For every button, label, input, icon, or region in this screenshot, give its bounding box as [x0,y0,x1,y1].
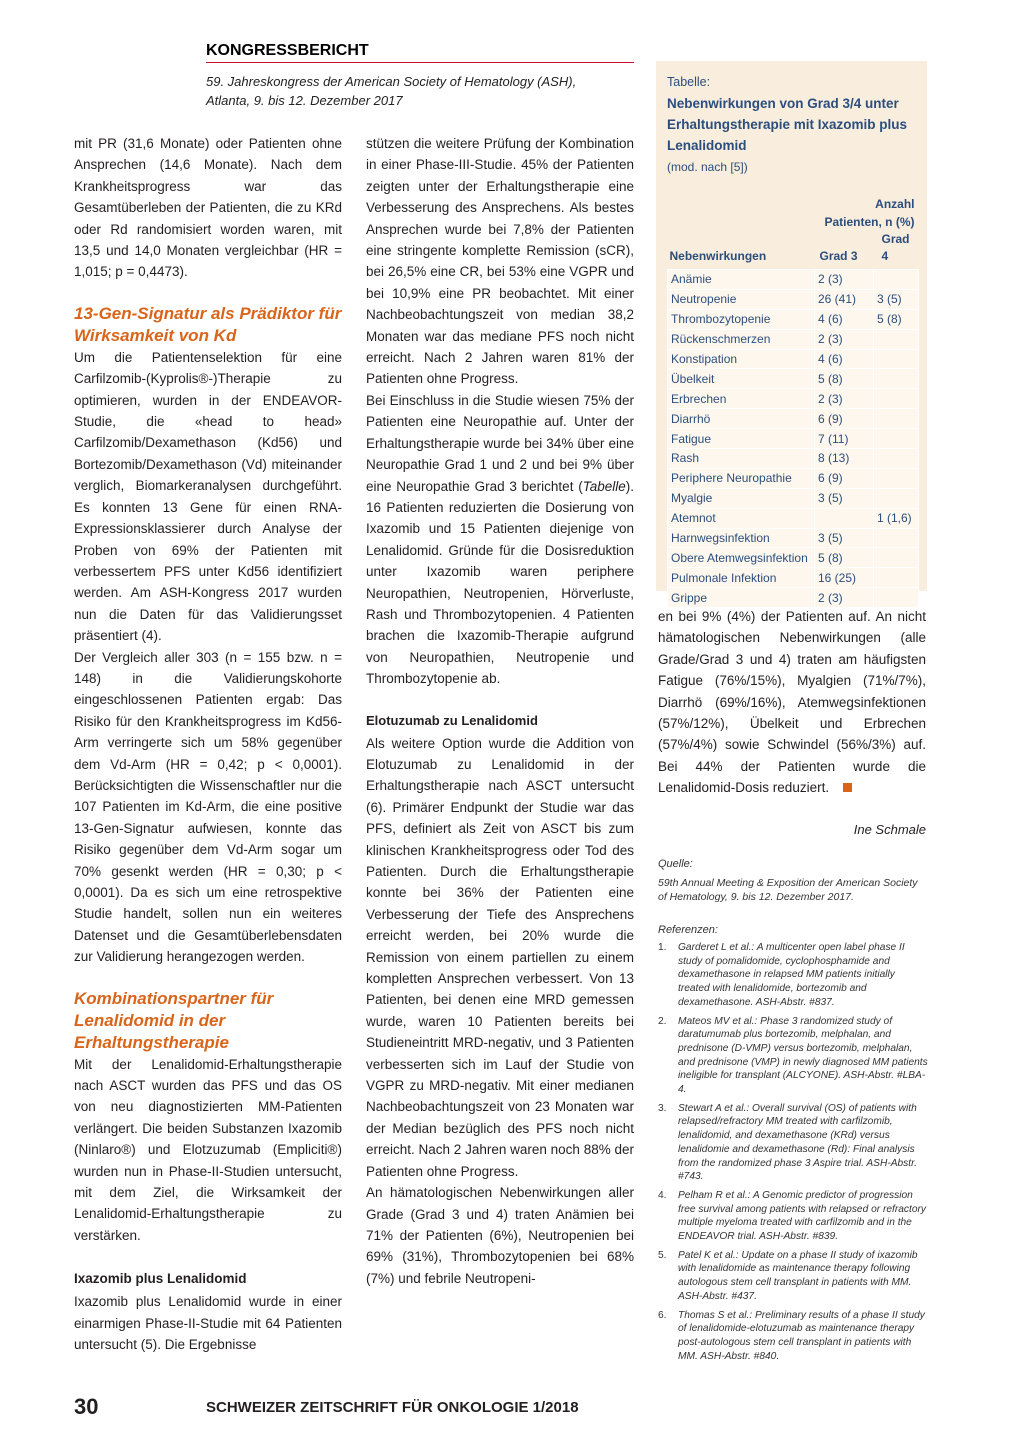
table-row [668,528,919,548]
table-cell-g4 [874,349,919,369]
header-rule [206,62,634,63]
reference-item [658,1249,928,1304]
table-cell-g4 [874,568,919,588]
column-2 [366,133,634,1289]
table-cell-name: Pulmonale Infektion [668,568,815,588]
reference-number: 5. [658,1249,667,1261]
reference-item [658,941,928,1010]
table-row [668,429,919,449]
subtitle-line-1: 59. Jahreskongress der American Society of Hematology (ASH), [206,74,577,89]
table-cell-g3: 4 (6) [815,349,874,369]
table-cell-g4: 5 (8) [874,309,919,329]
table-col-name: Nebenwirkungen [669,249,767,263]
paragraph: Als weitere Option wurde die Addition von Elotuzumab zu Lenalidomid in der Erhaltungstherapie nach ASCT untersucht (6). Primärer Endpunkt der Studie war das PFS, definiert als Zeit von ASCT bis zum klinischen Krankheitsprogress oder Tod des Patienten. Durch die Erhaltungstherapie konnte bei 36% der Patienten eine Verbesserung der Tiefe des Ansprechens erreicht werden, bei 20% wurde die Remission von einem partiellen zu einem kompletten Ansprechen verbessert. Von 13 Patienten, bei denen eine MRD gemessen wurde, waren 10 Patienten bereits bei Studieneintritt MRD-negativ, und 3 Patienten verbesserten sich im Lauf der Studie von VGPR zu MRD-negativ. Mit einer medianen Nachbeobachtungszeit von 23 Monaten war der Median bezüglich des PFS noch nicht erreicht. Nach 2 Jahren waren noch 88% der Patienten ohne Progress. [366,735,634,1179]
reference-text: Stewart A et al.: Overall survival (OS) of patients with relapsed/refractory MM treated with carfilzomib, lenalidomid, and dexamethasone (KRd) versus lenalidomie and dexamethasone (Rd): Final analysis from the randomized phase 3 Aspire trial. ASH-Abstr. #743. [678,1102,917,1183]
table-cell-name: Diarrhö [668,409,815,429]
reference-text: Mateos MV et al.: Phase 3 randomized study of daratumumab plus bortezomib, melphalan, and prednisone (D-VMP) versus bortezomib, melphalan, and prednisone (VMP) in newly diagnosed MM patients ineligible for transplant (ALCYONE). ASH-Abstr. #LBA-4. [678,1015,928,1096]
table-cell-g3: 3 (5) [815,488,874,508]
table-cell-name: Atemnot [668,508,815,528]
table-row [668,329,919,349]
paragraph: mit PR (31,6 Monate) oder Patienten ohne Ansprechen (14,6 Monate). Nach dem Krankheitsprogress war das Gesamtüberleben der Patienten, die zu KRd oder Rd randomisiert worden waren, mit 13,5 und 14,0 Monaten vergleichbar (HR = 1,015; p = 0,4473). [74,136,342,280]
end-mark-icon [843,783,852,792]
column-1 [74,133,342,1356]
table-cell-name: Obere Atemwegsinfektion [668,548,815,568]
references-label: Referenzen: [658,924,718,936]
heading-elotuzumab: Elotuzumab zu Lenalidomid [366,712,538,728]
table-cell-g3: 2 (3) [815,329,874,349]
table-row [668,289,919,309]
table-cell-g3: 6 (9) [815,409,874,429]
table-cell-g3: 2 (3) [815,588,874,608]
paragraph: stützen die weitere Prüfung der Kombination in einer Phase-III-Studie. 45% der Patienten zeigten unter der Erhaltungstherapie eine Verbesserung des Ansprechens. Als bestes Ansprechen wurde bei 7,8% der Patienten eine stringente komplette Remission (sCR), bei 26,5% eine CR, bei 53% eine VGPR und bei 10,9% eine PR beobachtet. Mit einer Nachbeobachtungszeit von median 38,2 Monaten war das mediane PFS noch nicht erreicht. Nach 2 Jahren waren 81% der Patienten ohne Progress. [366,136,634,387]
table-group-header: Anzahl Patienten, n (%) [824,197,915,229]
table-cell-name: Grippe [668,588,815,608]
section-label: KONGRESSBERICHT [206,42,369,59]
reference-item [658,1102,928,1184]
table-cell-g3: 2 (3) [815,389,874,409]
table-cell-g3: 7 (11) [815,429,874,449]
table-note: (mod. nach [5]) [667,160,748,174]
table-row [668,508,919,528]
table-cell-g3: 5 (8) [815,548,874,568]
table-row [668,369,919,389]
table-cell-name: Periphere Neuropathie [668,468,815,488]
heading-13-gen-signatur: 13-Gen-Signatur als Prädiktor für Wirksamkeit von Kd [74,303,342,345]
table-row [668,548,919,568]
table-cell-g3: 2 (3) [815,270,874,290]
table-row [668,588,919,608]
paragraph: Um die Patientenselektion für eine Carfilzomib-(Kyprolis®-)Therapie zu optimieren, wurden in der ENDEAVOR-Studie, die «head to head» Carfilzomib/Dexamethason (Kd56) und Bortezomib/Dexamethason (Vd) miteinander verglich, Biomarkeranalysen durchgeführt. Es konnten 13 Gene für einen RNA-Expressionsklassierer durch Analyse der Proben von 69% der Patienten mit verbessertem PFS unter Kd56 identifiziert werden. Am ASH-Kongress 2017 wurden nun die Daten für das Validierungsset präsentiert (4). [74,349,342,644]
journal-title: SCHWEIZER ZEITSCHRIFT FÜR ONKOLOGIE 1/2018 [206,1399,579,1416]
table-cell-g3: 3 (5) [815,528,874,548]
table-cell-g4 [874,588,919,608]
table-row [668,449,919,469]
table-cell-g4 [874,369,919,389]
table-row [668,409,919,429]
adverse-events-table [667,195,919,608]
table-cell-name: Myalgie [668,488,815,508]
paragraph: Bei Einschluss in die Studie wiesen 75% der Patienten eine Neuropathie auf. Unter der Erhaltungstherapie wurde bei 34% über eine Neuropathie Grad 1 und 2 und bei 9% über eine Neuropathie Grad 3 berichtet (Tabelle). 16 Patienten reduzierten die Dosierung von Ixazomib und 15 Patienten diejenige von Lenalidomid. Gründe für die Dosisreduktion unter Ixazomib waren periphere Neuropathien, Neutropenien, Hörverluste, Rash und Thrombozytopenien. 4 Patienten brachen die Ixazomib-Therapie aufgrund von Neuropathien, Neutropenie und Thrombozytopenie ab. [366,392,634,687]
table-cell-name: Rash [668,449,815,469]
table-cell-g3: 5 (8) [815,369,874,389]
table-cell-g4 [874,389,919,409]
table-cell-name: Fatigue [668,429,815,449]
paragraph: Der Vergleich aller 303 (n = 155 bzw. n = 148) in die Validierungskohorte eingeschlossenen Patienten ergab: Das Risiko für den Krankheitsprogress im Kd56-Arm verringerte sich um 58% gegenüber dem Vd-Arm (HR = 0,42; p < 0,0001). Berücksichtigten die Wissenschaftler nur die 107 Patienten im Kd-Arm, die eine positive 13-Gen-Signatur aufwiesen, konnte das Risiko gegenüber dem Vd-Arm sogar um 70% gesenkt werden (HR = 0,30; p < 0,0001). Da es sich um eine retrospektive Studie handelt, sollen nun ein weiteres Datenset und die Gesamtüberlebensdaten zur Validierung herangezogen werden. [74,649,342,965]
reference-item [658,1309,928,1364]
table-cell-g4 [874,270,919,290]
table-cell-g4 [874,528,919,548]
column-3 [658,606,926,799]
table-cell-g4 [874,449,919,469]
paragraph: An hämatologischen Nebenwirkungen aller Grade (Grad 3 und 4) traten Anämien bei 71% der Patienten (6%), Neutropenien bei 69% (31%), Thrombozytopenien bei 68% (7%) und febrile Neutropeni- [366,1185,634,1286]
table-cell-name: Konstipation [668,349,815,369]
table-cell-name: Neutropenie [668,289,815,309]
paragraph: en bei 9% (4%) der Patienten auf. An nicht hämatologischen Nebenwirkungen (alle Grade/Grad 3 und 4) traten am häufigsten Fatigue (76%/15%), Myalgien (71%/7%), Diarrhö (69%/16%), Atemwegsinfektionen (57%/12%), Übelkeit und Erbrechen (57%/4%) sowie Schwindel (56%/3%) auf. Bei 44% der Patienten wurde die Lenalidomid-Dosis reduziert. [658,609,926,796]
table-row [668,568,919,588]
reference-item [658,1015,928,1097]
table-cell-g4: 3 (5) [874,289,919,309]
paragraph: Ixazomib plus Lenalidomid wurde in einer einarmigen Phase-II-Studie mit 64 Patienten untersucht (5). Die Ergebnisse [74,1294,342,1353]
table-row [668,309,919,329]
table-cell-name: Übelkeit [668,369,815,389]
table-cell-g4 [874,548,919,568]
table-cell-g3 [815,508,874,528]
table-cell-g3: 4 (6) [815,309,874,329]
table-row [668,349,919,369]
table-cell-g3: 6 (9) [815,468,874,488]
table-cell-name: Thrombozytopenie [668,309,815,329]
page-number: 30 [74,1394,99,1419]
table-title: Nebenwirkungen von Grad 3/4 unter Erhaltungstherapie mit Ixazomib plus Lenalidomid [667,96,908,153]
table-cell-name: Erbrechen [668,389,815,409]
table-reference: Tabelle [582,478,626,494]
table-cell-g3: 26 (41) [815,289,874,309]
table-cell-g4 [874,468,919,488]
table-cell-g4: 1 (1,6) [874,508,919,528]
source-text: 59th Annual Meeting & Exposition der American Society of Hematology, 9. bis 12. Dezember 2017. [658,877,918,903]
table-row [668,488,919,508]
table-cell-g4 [874,429,919,449]
author: Ine Schmale [853,822,926,837]
heading-kombinationspartner: Kombinationspartner für Lenalidomid in der Erhaltungstherapie [74,988,274,1052]
table-cell-g3: 8 (13) [815,449,874,469]
references-list [658,941,928,1368]
reference-item [658,1189,928,1244]
table-col-grade4: Grad 4 [881,232,910,263]
table-cell-g3: 16 (25) [815,568,874,588]
table-cell-name: Anämie [668,270,815,290]
table-cell-g4 [874,409,919,429]
table-col-grade3: Grad 3 [819,249,858,263]
table-row [668,389,919,409]
reference-text: Pelham R et al.: A Genomic predictor of progression free survival among patients with relapsed or refractory multiple myeloma treated with carfilzomib and in the ENDEAVOR trial. ASH-Abstr. #839. [678,1189,927,1243]
source-label: Quelle: [658,858,693,870]
reference-number: 1. [658,942,667,953]
reference-number: 2. [658,1015,667,1027]
congress-subtitle [206,72,636,110]
table-label: Tabelle: [667,75,711,89]
reference-number: 4. [658,1189,667,1201]
table-cell-name: Harnwegsinfektion [668,528,815,548]
table-row [668,270,919,290]
reference-text: Garderet L et al.: A multicenter open label phase II study of pomalidomide, cyclophosphamide and dexamethasone in relapsed MM patients initially treated with lenalidomide, bortezomib and dexamethasone. ASH-Abstr. #837. [678,942,905,1008]
table-cell-g4 [874,488,919,508]
table-cell-g4 [874,329,919,349]
table-row [668,468,919,488]
reference-number: 6. [658,1309,667,1321]
reference-text: Thomas S et al.: Preliminary results of a phase II study of lenalidomide-elotuzumab as maintenance therapy post-autologous stem cell transplant in patients with MM. ASH-Abstr. #840. [678,1309,925,1362]
subtitle-line-2: Atlanta, 9. bis 12. Dezember 2017 [206,93,403,108]
reference-number: 3. [658,1102,667,1114]
table-cell-name: Rückenschmerzen [668,329,815,349]
reference-text: Patel K et al.: Update on a phase II study of ixazomib with lenalidomide as maintenance therapy following autologous stem cell transplant in patients with MM. ASH-Abstr. #437. [678,1249,918,1302]
paragraph: Mit der Lenalidomid-Erhaltungstherapie nach ASCT wurden das PFS und das OS von neu diagnostizierten MM-Patienten verlängert. Die beiden Substanzen Ixazomib (Ninlaro®) und Elotzuzumab (Empliciti®) wurden nun in Phase-II-Studien untersucht, mit dem Ziel, die Wirksamkeit der Lenalidomid-Erhaltungstherapie zu verstärken. [74,1056,342,1243]
heading-ixazomib-plus-lenalidomid: Ixazomib plus Lenalidomid [74,1271,247,1287]
